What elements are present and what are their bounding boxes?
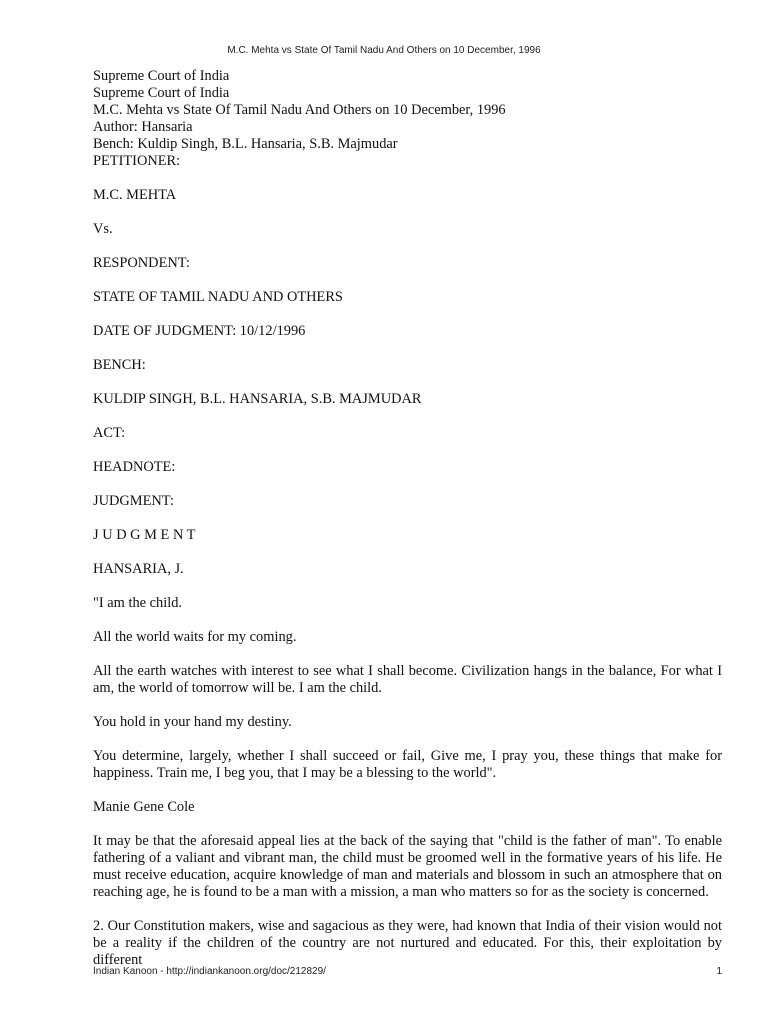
petitioner-label: PETITIONER: <box>93 153 181 169</box>
bench-names: KULDIP SINGH, B.L. HANSARIA, S.B. MAJMUDAR <box>93 391 422 407</box>
bench-line: Bench: Kuldip Singh, B.L. Hansaria, S.B. Majmudar <box>93 136 398 152</box>
paragraph-1: It may be that the aforesaid appeal lies at the back of the saying that "child is the father of man". To enable fathering of a valiant and vibrant man, the child must be groomed well in the formative years of his life. He must receive education, acquire knowledge of man and materials and blossom in such an atmosphere that on reaching age, he is found to be a man with a mission, a man who matters so for as the society is concerned. <box>93 833 722 900</box>
case-metadata <box>93 68 722 170</box>
footer-source-link[interactable]: Indian Kanoon - http://indiankanoon.org/doc/212829/ <box>93 966 326 977</box>
act-label: ACT: <box>93 425 126 441</box>
poem-line-4: You hold in your hand my destiny. <box>93 714 292 730</box>
running-header: M.C. Mehta vs State Of Tamil Nadu And Others on 10 December, 1996 <box>227 45 541 56</box>
judgment-heading: J U D G M E N T <box>93 527 196 543</box>
headnote-label: HEADNOTE: <box>93 459 176 475</box>
respondent-name: STATE OF TAMIL NADU AND OTHERS <box>93 289 343 305</box>
respondent-label: RESPONDENT: <box>93 255 190 271</box>
paragraph-2: 2. Our Constitution makers, wise and sagacious as they were, had known that India of their vision would not be a reality if the children of the country are not nurtured and educated. For this, their exploitation by different <box>93 918 722 968</box>
court-name-repeat: Supreme Court of India <box>93 85 230 101</box>
court-name: Supreme Court of India <box>93 68 230 84</box>
page-number: 1 <box>716 966 722 977</box>
poem-line-1: "I am the child. <box>93 595 182 611</box>
running-footer <box>93 966 722 977</box>
poem-author: Manie Gene Cole <box>93 799 195 815</box>
poem-line-2: All the world waits for my coming. <box>93 629 297 645</box>
author-line: Author: Hansaria <box>93 119 193 135</box>
judgment-label: JUDGMENT: <box>93 493 174 509</box>
judgment-date: DATE OF JUDGMENT: 10/12/1996 <box>93 323 306 339</box>
judge-name: HANSARIA, J. <box>93 561 184 577</box>
document-body <box>93 68 722 986</box>
poem-line-5: You determine, largely, whether I shall succeed or fail, Give me, I pray you, these things that make for happiness. Train me, I beg you, that I may be a blessing to the world". <box>93 748 722 781</box>
versus-text: Vs. <box>93 221 113 237</box>
petitioner-name: M.C. MEHTA <box>93 187 177 203</box>
poem-line-3: All the earth watches with interest to see what I shall become. Civilization hangs in the balance, For what I am, the world of tomorrow will be. I am the child. <box>93 663 722 696</box>
case-title: M.C. Mehta vs State Of Tamil Nadu And Others on 10 December, 1996 <box>93 102 506 118</box>
bench-label: BENCH: <box>93 357 146 373</box>
